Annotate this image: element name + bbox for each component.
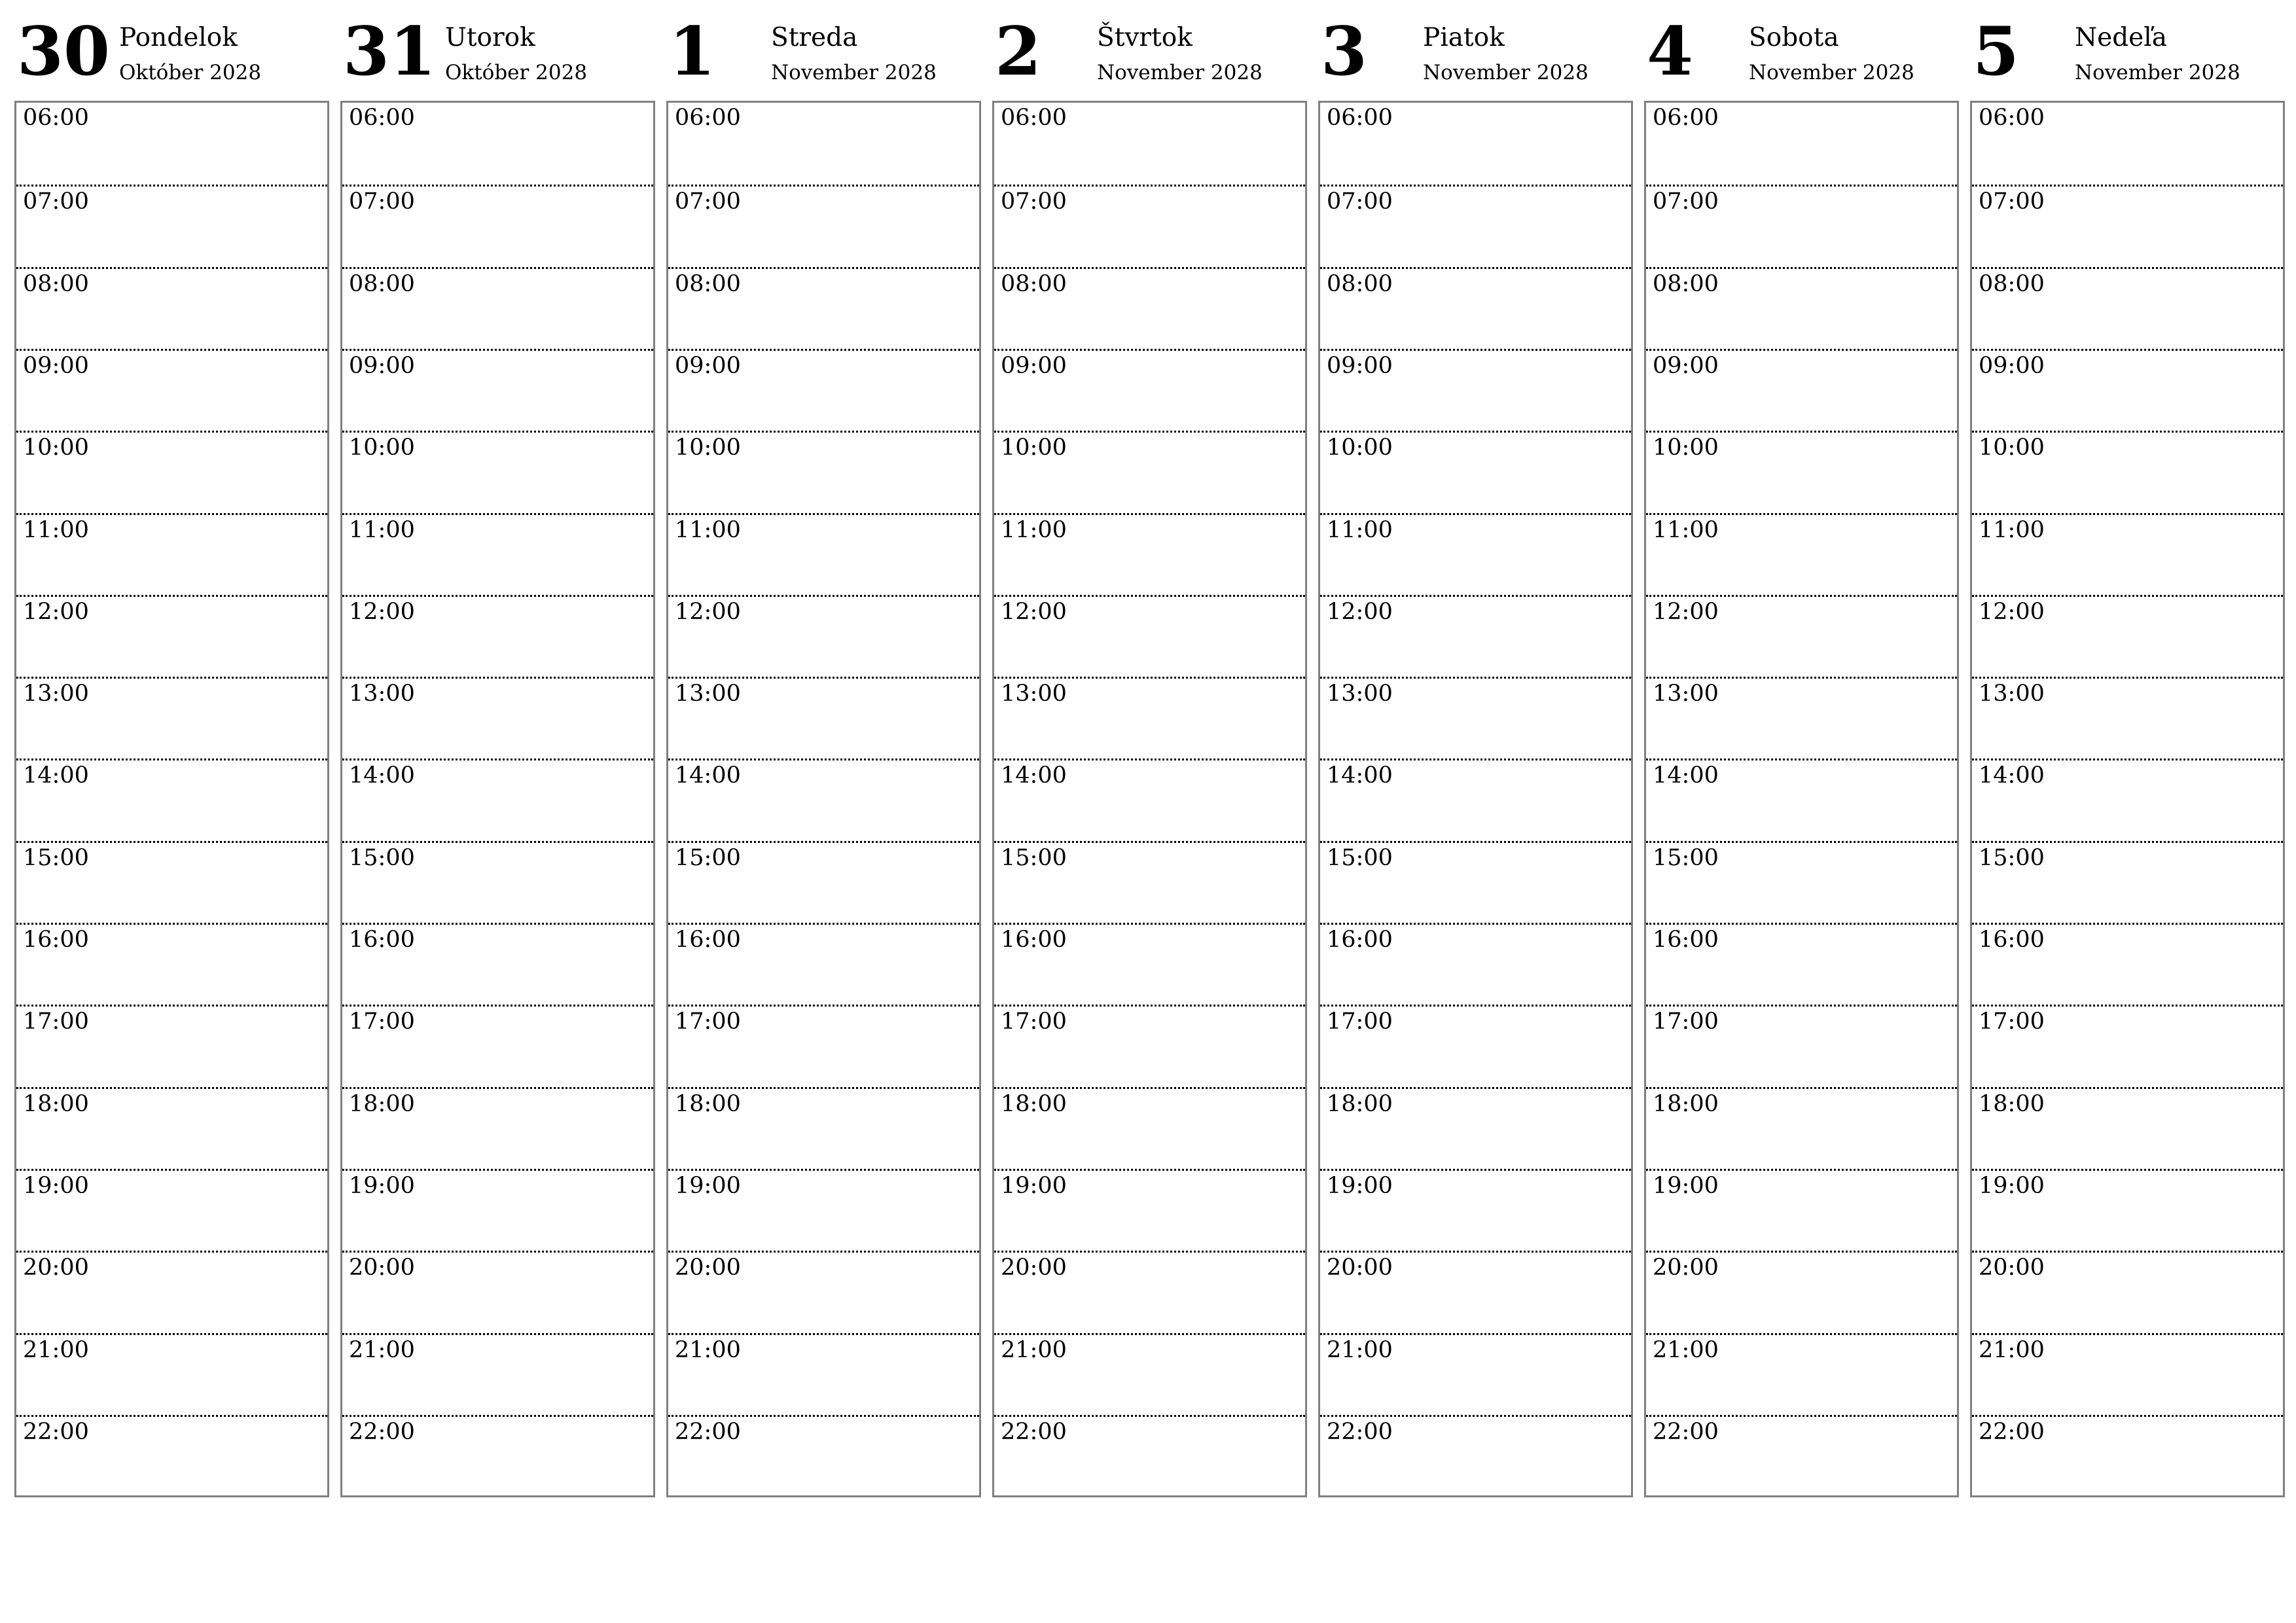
time-label: 14:00 — [1979, 762, 2045, 789]
time-label: 17:00 — [1001, 1008, 1067, 1035]
time-label: 13:00 — [1653, 681, 1719, 707]
time-slot[interactable] — [16, 431, 327, 514]
time-label: 12:00 — [675, 598, 741, 625]
time-label: 07:00 — [675, 188, 741, 215]
time-label: 21:00 — [349, 1336, 415, 1363]
month-year-label: November 2028 — [1097, 61, 1263, 84]
time-label: 15:00 — [23, 844, 89, 871]
time-slot[interactable] — [1646, 841, 1957, 925]
time-label: 13:00 — [1327, 681, 1393, 707]
time-slot[interactable] — [16, 1087, 327, 1171]
time-label: 19:00 — [1653, 1172, 1719, 1199]
time-slot[interactable] — [16, 923, 327, 1007]
time-label: 11:00 — [1001, 516, 1067, 543]
time-label: 11:00 — [675, 516, 741, 543]
day-header — [340, 0, 654, 98]
time-label: 06:00 — [1327, 105, 1393, 131]
month-year-label: November 2028 — [2075, 61, 2240, 84]
time-label: 07:00 — [1653, 188, 1719, 215]
time-slot[interactable] — [1646, 923, 1957, 1007]
time-slot[interactable] — [994, 1169, 1305, 1253]
time-slot[interactable] — [1320, 1251, 1631, 1334]
day-header — [14, 0, 328, 98]
time-slot[interactable] — [1972, 1005, 2283, 1088]
time-label: 22:00 — [675, 1418, 741, 1445]
day-column — [340, 0, 654, 1505]
time-slot[interactable] — [1972, 595, 2283, 679]
time-slot[interactable] — [994, 1333, 1305, 1417]
time-slot[interactable] — [1646, 758, 1957, 842]
time-slot[interactable] — [994, 1415, 1305, 1499]
time-label: 18:00 — [675, 1090, 741, 1117]
time-label: 22:00 — [1001, 1418, 1067, 1445]
time-label: 07:00 — [349, 188, 415, 215]
time-label: 13:00 — [349, 681, 415, 707]
time-slot[interactable] — [1646, 431, 1957, 514]
time-slot[interactable] — [994, 431, 1305, 514]
time-slot[interactable] — [668, 595, 979, 679]
time-label: 08:00 — [1653, 270, 1719, 297]
time-label: 10:00 — [349, 435, 415, 461]
day-column — [1644, 0, 1958, 1505]
time-label: 10:00 — [1001, 435, 1067, 461]
time-slot[interactable] — [342, 185, 653, 268]
time-label: 22:00 — [1327, 1418, 1393, 1445]
time-label: 18:00 — [349, 1090, 415, 1117]
month-year-label: November 2028 — [771, 61, 937, 84]
time-slot[interactable] — [16, 1251, 327, 1334]
time-slot[interactable] — [668, 185, 979, 268]
time-slot[interactable] — [994, 267, 1305, 351]
time-label: 12:00 — [349, 598, 415, 625]
time-slot[interactable] — [16, 677, 327, 760]
time-label: 10:00 — [1327, 435, 1393, 461]
time-label: 15:00 — [1001, 844, 1067, 871]
time-slot[interactable] — [16, 349, 327, 433]
time-label: 16:00 — [349, 927, 415, 953]
time-label: 12:00 — [1327, 598, 1393, 625]
time-label: 07:00 — [1327, 188, 1393, 215]
time-label: 12:00 — [23, 598, 89, 625]
time-slot[interactable] — [1320, 103, 1631, 185]
time-slot[interactable] — [342, 1251, 653, 1334]
month-year-label: November 2028 — [1749, 61, 1914, 84]
time-slot[interactable] — [1972, 758, 2283, 842]
time-slot[interactable] — [1972, 1251, 2283, 1334]
time-label: 21:00 — [1653, 1336, 1719, 1363]
time-slot[interactable] — [1320, 1005, 1631, 1088]
time-slot[interactable] — [1320, 595, 1631, 679]
time-label: 09:00 — [349, 352, 415, 379]
time-label: 09:00 — [1001, 352, 1067, 379]
time-slot[interactable] — [342, 349, 653, 433]
time-label: 19:00 — [23, 1172, 89, 1199]
time-slot[interactable] — [1972, 267, 2283, 351]
day-number: 30 — [17, 12, 110, 91]
day-column — [992, 0, 1306, 1505]
time-label: 06:00 — [1979, 105, 2045, 131]
time-label: 10:00 — [1979, 435, 2045, 461]
time-slot[interactable] — [668, 1415, 979, 1499]
day-schedule-box — [992, 101, 1307, 1497]
time-slot[interactable] — [16, 841, 327, 925]
time-slot[interactable] — [16, 1169, 327, 1253]
day-number: 31 — [343, 12, 436, 91]
time-label: 15:00 — [1653, 844, 1719, 871]
time-slot[interactable] — [342, 1005, 653, 1088]
time-slot[interactable] — [668, 1087, 979, 1171]
day-column — [666, 0, 980, 1505]
time-label: 12:00 — [1653, 598, 1719, 625]
time-slot[interactable] — [1972, 349, 2283, 433]
time-label: 16:00 — [1653, 927, 1719, 953]
time-label: 10:00 — [1653, 435, 1719, 461]
time-label: 16:00 — [675, 927, 741, 953]
time-label: 20:00 — [349, 1255, 415, 1281]
time-label: 14:00 — [349, 762, 415, 789]
time-label: 10:00 — [675, 435, 741, 461]
time-slot[interactable] — [1320, 923, 1631, 1007]
day-header — [666, 0, 980, 98]
time-label: 15:00 — [349, 844, 415, 871]
weekday-label: Utorok — [445, 23, 535, 52]
time-label: 18:00 — [1327, 1090, 1393, 1117]
time-slot[interactable] — [16, 1333, 327, 1417]
time-label: 14:00 — [23, 762, 89, 789]
time-slot[interactable] — [342, 1169, 653, 1253]
time-label: 14:00 — [675, 762, 741, 789]
weekday-label: Sobota — [1749, 23, 1839, 52]
time-label: 13:00 — [1001, 681, 1067, 707]
time-slot[interactable] — [1320, 349, 1631, 433]
time-slot[interactable] — [1320, 841, 1631, 925]
time-slot[interactable] — [342, 1333, 653, 1417]
time-label: 22:00 — [349, 1418, 415, 1445]
time-slot[interactable] — [1972, 1415, 2283, 1499]
time-slot[interactable] — [994, 841, 1305, 925]
time-label: 07:00 — [1979, 188, 2045, 215]
time-slot[interactable] — [1646, 1087, 1957, 1171]
time-slot[interactable] — [668, 1333, 979, 1417]
time-slot[interactable] — [1646, 103, 1957, 185]
time-label: 06:00 — [675, 105, 741, 131]
time-slot[interactable] — [16, 758, 327, 842]
time-label: 17:00 — [675, 1008, 741, 1035]
time-label: 17:00 — [23, 1008, 89, 1035]
time-slot[interactable] — [1646, 1415, 1957, 1499]
time-slot[interactable] — [668, 1005, 979, 1088]
time-slot[interactable] — [16, 185, 327, 268]
time-label: 11:00 — [1979, 516, 2045, 543]
time-slot[interactable] — [16, 595, 327, 679]
time-slot[interactable] — [16, 267, 327, 351]
time-label: 09:00 — [675, 352, 741, 379]
time-label: 17:00 — [1653, 1008, 1719, 1035]
time-slot[interactable] — [994, 595, 1305, 679]
time-slot[interactable] — [1320, 431, 1631, 514]
time-slot[interactable] — [994, 1005, 1305, 1088]
time-label: 08:00 — [1979, 270, 2045, 297]
time-slot[interactable] — [1646, 185, 1957, 268]
time-slot[interactable] — [1320, 1333, 1631, 1417]
time-label: 21:00 — [1979, 1336, 2045, 1363]
time-label: 22:00 — [1979, 1418, 2045, 1445]
time-slot[interactable] — [16, 1005, 327, 1088]
time-label: 19:00 — [1979, 1172, 2045, 1199]
time-label: 20:00 — [1653, 1255, 1719, 1281]
time-slot[interactable] — [342, 923, 653, 1007]
day-schedule-box — [1970, 101, 2285, 1497]
time-slot[interactable] — [1972, 1333, 2283, 1417]
weekly-planner — [14, 0, 2286, 1505]
time-slot[interactable] — [1320, 185, 1631, 268]
time-slot[interactable] — [1646, 677, 1957, 760]
month-year-label: Október 2028 — [445, 61, 588, 84]
time-label: 13:00 — [23, 681, 89, 707]
time-slot[interactable] — [342, 677, 653, 760]
weekday-label: Nedeľa — [2075, 23, 2167, 52]
time-slot[interactable] — [1972, 513, 2283, 597]
time-label: 12:00 — [1979, 598, 2045, 625]
weekday-label: Štvrtok — [1097, 23, 1193, 52]
time-label: 06:00 — [349, 105, 415, 131]
time-label: 09:00 — [1327, 352, 1393, 379]
time-label: 08:00 — [1327, 270, 1393, 297]
day-column — [14, 0, 328, 1505]
time-label: 13:00 — [675, 681, 741, 707]
time-slot[interactable] — [16, 513, 327, 597]
time-slot[interactable] — [342, 431, 653, 514]
time-label: 14:00 — [1001, 762, 1067, 789]
time-label: 06:00 — [1653, 105, 1719, 131]
time-label: 20:00 — [1979, 1255, 2045, 1281]
time-label: 22:00 — [1653, 1418, 1719, 1445]
time-label: 09:00 — [1653, 352, 1719, 379]
time-slot[interactable] — [342, 1087, 653, 1171]
time-label: 20:00 — [1327, 1255, 1393, 1281]
time-label: 16:00 — [1327, 927, 1393, 953]
time-label: 08:00 — [675, 270, 741, 297]
time-label: 12:00 — [1001, 598, 1067, 625]
time-slot[interactable] — [1646, 349, 1957, 433]
time-slot[interactable] — [1646, 1169, 1957, 1253]
day-column — [1970, 0, 2284, 1505]
day-schedule-box — [666, 101, 981, 1497]
time-label: 06:00 — [1001, 105, 1067, 131]
time-slot[interactable] — [668, 1169, 979, 1253]
time-label: 16:00 — [1979, 927, 2045, 953]
weekday-label: Pondelok — [119, 23, 238, 52]
time-slot[interactable] — [1972, 841, 2283, 925]
time-label: 18:00 — [23, 1090, 89, 1117]
time-slot[interactable] — [1972, 431, 2283, 514]
weekday-label: Streda — [771, 23, 858, 52]
time-slot[interactable] — [342, 513, 653, 597]
time-slot[interactable] — [342, 595, 653, 679]
time-slot[interactable] — [342, 841, 653, 925]
time-label: 19:00 — [1327, 1172, 1393, 1199]
day-header — [992, 0, 1306, 98]
time-label: 19:00 — [349, 1172, 415, 1199]
time-label: 19:00 — [675, 1172, 741, 1199]
time-label: 11:00 — [1653, 516, 1719, 543]
time-slot[interactable] — [342, 267, 653, 351]
time-label: 16:00 — [1001, 927, 1067, 953]
time-label: 21:00 — [23, 1336, 89, 1363]
time-slot[interactable] — [994, 1087, 1305, 1171]
time-slot[interactable] — [1646, 1251, 1957, 1334]
time-label: 21:00 — [1001, 1336, 1067, 1363]
month-year-label: November 2028 — [1423, 61, 1588, 84]
day-schedule-box — [340, 101, 655, 1497]
time-slot[interactable] — [994, 185, 1305, 268]
time-slot[interactable] — [16, 1415, 327, 1499]
day-schedule-box — [1644, 101, 1959, 1497]
time-slot[interactable] — [668, 758, 979, 842]
time-slot[interactable] — [1320, 1169, 1631, 1253]
weekday-label: Piatok — [1423, 23, 1505, 52]
day-number: 3 — [1321, 12, 1367, 91]
time-slot[interactable] — [668, 841, 979, 925]
time-label: 07:00 — [23, 188, 89, 215]
time-label: 15:00 — [1979, 844, 2045, 871]
time-label: 19:00 — [1001, 1172, 1067, 1199]
time-slot[interactable] — [1972, 923, 2283, 1007]
time-slot[interactable] — [1972, 185, 2283, 268]
time-slot[interactable] — [668, 677, 979, 760]
day-schedule-box — [14, 101, 329, 1497]
time-label: 17:00 — [1327, 1008, 1393, 1035]
time-label: 17:00 — [349, 1008, 415, 1035]
day-number: 2 — [995, 12, 1041, 91]
time-slot[interactable] — [342, 103, 653, 185]
time-label: 20:00 — [1001, 1255, 1067, 1281]
time-slot[interactable] — [1972, 677, 2283, 760]
time-slot[interactable] — [342, 758, 653, 842]
time-slot[interactable] — [1320, 758, 1631, 842]
time-slot[interactable] — [994, 1251, 1305, 1334]
time-slot[interactable] — [994, 349, 1305, 433]
time-slot[interactable] — [668, 103, 979, 185]
time-label: 17:00 — [1979, 1008, 2045, 1035]
time-label: 18:00 — [1979, 1090, 2045, 1117]
time-slot[interactable] — [1972, 1087, 2283, 1171]
time-label: 08:00 — [349, 270, 415, 297]
time-slot[interactable] — [668, 267, 979, 351]
time-slot[interactable] — [668, 349, 979, 433]
time-slot[interactable] — [1320, 267, 1631, 351]
time-slot[interactable] — [668, 1251, 979, 1334]
time-slot[interactable] — [1972, 103, 2283, 185]
time-label: 15:00 — [1327, 844, 1393, 871]
day-number: 5 — [1973, 12, 2019, 91]
time-slot[interactable] — [1320, 1415, 1631, 1499]
time-label: 09:00 — [1979, 352, 2045, 379]
time-label: 11:00 — [23, 516, 89, 543]
time-slot[interactable] — [1646, 1333, 1957, 1417]
time-label: 13:00 — [1979, 681, 2045, 707]
time-label: 21:00 — [675, 1336, 741, 1363]
time-label: 11:00 — [1327, 516, 1393, 543]
time-slot[interactable] — [994, 103, 1305, 185]
time-slot[interactable] — [1972, 1169, 2283, 1253]
time-slot[interactable] — [16, 103, 327, 185]
day-header — [1970, 0, 2284, 98]
month-year-label: Október 2028 — [119, 61, 262, 84]
time-slot[interactable] — [994, 677, 1305, 760]
time-label: 15:00 — [675, 844, 741, 871]
time-slot[interactable] — [1320, 677, 1631, 760]
time-label: 16:00 — [23, 927, 89, 953]
time-slot[interactable] — [342, 1415, 653, 1499]
time-label: 22:00 — [23, 1418, 89, 1445]
day-header — [1318, 0, 1632, 98]
time-slot[interactable] — [1646, 1005, 1957, 1088]
time-label: 20:00 — [23, 1255, 89, 1281]
time-label: 21:00 — [1327, 1336, 1393, 1363]
time-label: 08:00 — [23, 270, 89, 297]
time-slot[interactable] — [994, 758, 1305, 842]
time-slot[interactable] — [1320, 1087, 1631, 1171]
time-slot[interactable] — [1646, 267, 1957, 351]
day-number: 4 — [1647, 12, 1693, 91]
time-label: 11:00 — [349, 516, 415, 543]
time-slot[interactable] — [994, 923, 1305, 1007]
time-slot[interactable] — [1320, 513, 1631, 597]
time-label: 07:00 — [1001, 188, 1067, 215]
time-slot[interactable] — [1646, 595, 1957, 679]
time-slot[interactable] — [668, 431, 979, 514]
time-label: 18:00 — [1653, 1090, 1719, 1117]
day-header — [1644, 0, 1958, 98]
time-label: 09:00 — [23, 352, 89, 379]
time-label: 14:00 — [1327, 762, 1393, 789]
time-slot[interactable] — [668, 923, 979, 1007]
time-label: 18:00 — [1001, 1090, 1067, 1117]
day-schedule-box — [1318, 101, 1633, 1497]
time-label: 20:00 — [675, 1255, 741, 1281]
day-number: 1 — [669, 12, 715, 91]
time-slot[interactable] — [994, 513, 1305, 597]
time-label: 08:00 — [1001, 270, 1067, 297]
time-label: 14:00 — [1653, 762, 1719, 789]
time-slot[interactable] — [1646, 513, 1957, 597]
time-slot[interactable] — [668, 513, 979, 597]
day-column — [1318, 0, 1632, 1505]
time-label: 06:00 — [23, 105, 89, 131]
time-label: 10:00 — [23, 435, 89, 461]
